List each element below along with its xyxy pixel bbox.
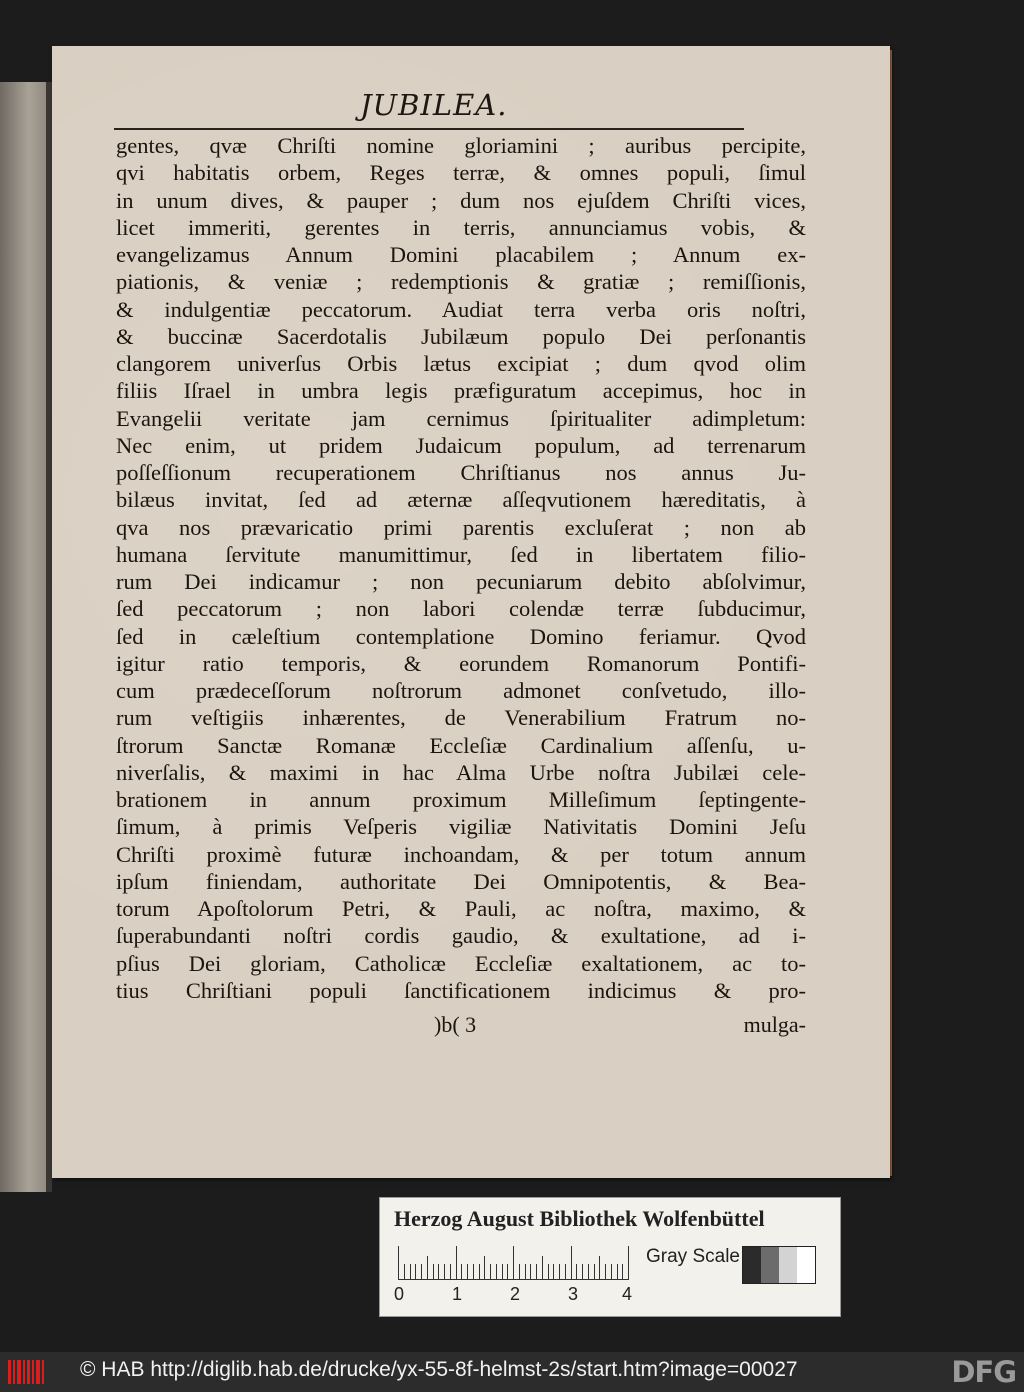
text-line: in unum dives, & pauper ; dum nos ejuſdem Chriſti vices,: [116, 187, 806, 213]
text-line: piationis, & veniæ ; redemptionis & gratiæ ; remiſſionis,: [116, 269, 806, 295]
barcode-bar: [13, 1360, 15, 1384]
text-line: filiis Iſrael in umbra legis præfiguratum accepimus, hoc in: [116, 378, 806, 404]
ruler-tick: [594, 1264, 595, 1280]
text-line: humana ſervitute manumittimur, ſed in libertatem filio-: [116, 541, 806, 567]
ruler-tick: [565, 1264, 566, 1280]
ruler-tick: [404, 1264, 405, 1280]
gray-swatch: [779, 1247, 797, 1283]
ruler-tick: [444, 1264, 445, 1280]
copyright-link[interactable]: © HAB http://diglib.hab.de/drucke/yx-55-8f-helmst-2s/start.htm?image=00027: [80, 1358, 798, 1381]
ruler-tick: [421, 1264, 422, 1280]
barcode-icon: [8, 1360, 44, 1384]
gray-scale-label: Gray Scale: [646, 1246, 740, 1267]
ruler-tick: [467, 1264, 468, 1280]
ruler-tick: [571, 1246, 572, 1280]
ruler-tick: [588, 1264, 589, 1280]
page-footer: [116, 1012, 806, 1042]
ruler: [398, 1244, 628, 1280]
ruler-tick: [530, 1264, 531, 1280]
gray-swatch: [797, 1247, 815, 1283]
ruler-tick: [502, 1264, 503, 1280]
text-line: licet immeriti, gerentes in terris, annunciamus vobis, &: [116, 214, 806, 240]
text-line: poſſeſſionum recuperationem Chriſtianus nos annus Ju-: [116, 460, 806, 485]
ruler-tick: [542, 1256, 543, 1280]
text-line: pſius Dei gloriam, Catholicæ Eccleſiæ exaltationem, ac to-: [116, 950, 806, 976]
barcode-bar: [17, 1360, 21, 1384]
ruler-number: 1: [452, 1284, 463, 1304]
ruler-tick: [599, 1256, 600, 1280]
ruler-number: 2: [510, 1284, 521, 1304]
ruler-number: 3: [568, 1284, 579, 1304]
gray-swatch: [743, 1247, 761, 1283]
book-page: [52, 46, 890, 1178]
text-line: & indulgentiæ peccatorum. Audiat terra verba oris noſtri,: [116, 296, 806, 322]
ruler-tick: [438, 1264, 439, 1280]
ruler-tick: [536, 1264, 537, 1280]
gray-scale-swatches: [742, 1246, 816, 1284]
text-line: Chriſti proximè futuræ inchoandam, & per totum annum: [116, 841, 806, 867]
text-line: cum prædeceſſorum noſtrorum admonet conſvetudo, illo-: [116, 678, 806, 703]
ruler-tick: [513, 1246, 514, 1280]
text-line: Evangelii veritate jam cernimus ſpiritualiter adimpletum:: [116, 405, 806, 431]
text-line: evangelizamus Annum Domini placabilem ; Annum ex-: [116, 242, 806, 267]
signature-mark: )b( 3: [434, 1012, 477, 1037]
ruler-tick: [398, 1246, 399, 1280]
ruler-tick: [548, 1264, 549, 1280]
ruler-tick: [461, 1264, 462, 1280]
ruler-tick: [456, 1246, 457, 1280]
barcode-bar: [36, 1360, 40, 1384]
text-line: rum veſtigiis inhærentes, de Venerabilium Fratrum no-: [116, 705, 806, 731]
ruler-tick: [479, 1264, 480, 1280]
ruler-tick: [496, 1264, 497, 1280]
ruler-tick: [628, 1246, 629, 1280]
ruler-tick: [553, 1264, 554, 1280]
text-line: gentes, qvæ Chriſti nomine gloriamini ; auribus percipite,: [116, 133, 806, 158]
ruler-number: 0: [394, 1284, 405, 1304]
text-line: brationem in annum proximum Milleſimum ſeptingente-: [116, 787, 806, 812]
gray-swatch: [761, 1247, 779, 1283]
ruler-tick: [427, 1256, 428, 1280]
library-name: Herzog August Bibliothek Wolfenbüttel: [394, 1206, 765, 1231]
ruler-tick: [582, 1264, 583, 1280]
viewer-footer-bar: [0, 1352, 1024, 1392]
text-line: rum Dei indicamur ; non pecuniarum debito abſolvimur,: [116, 569, 806, 594]
barcode-bar: [23, 1360, 25, 1384]
ruler-number: 4: [622, 1284, 633, 1304]
ruler-tick: [450, 1264, 451, 1280]
ruler-tick: [525, 1264, 526, 1280]
text-line: & buccinæ Sacerdotalis Jubilæum populo Dei perſonantis: [116, 323, 806, 349]
ruler-tick: [559, 1264, 560, 1280]
text-line: Nec enim, ut pridem Judaicum populum, ad terrenarum: [116, 432, 806, 458]
barcode-bar: [42, 1360, 44, 1384]
header-rule: [114, 84, 744, 130]
ruler-tick: [519, 1264, 520, 1280]
ruler-tick: [490, 1264, 491, 1280]
text-line: ſtrorum Sanctæ Romanæ Eccleſiæ Cardinalium aſſenſu, u-: [116, 732, 806, 758]
text-line: ſed in cæleſtium contemplatione Domino feriamur. Qvod: [116, 623, 806, 649]
ruler-tick: [473, 1264, 474, 1280]
ruler-tick: [410, 1264, 411, 1280]
ruler-tick: [622, 1264, 623, 1280]
text-line: ſuperabundanti noſtri cordis gaudio, & exultatione, ad i-: [116, 923, 806, 949]
text-line: niverſalis, & maximi in hac Alma Urbe noſtra Jubilæi cele-: [116, 759, 806, 785]
text-line: ſed peccatorum ; non labori colendæ terræ ſubducimur,: [116, 596, 806, 622]
text-line: qva nos prævaricatio primi parentis excluſerat ; non ab: [116, 514, 806, 540]
ruler-tick: [433, 1264, 434, 1280]
ruler-tick: [617, 1264, 618, 1280]
text-line: clangorem univerſus Orbis lætus excipiat ; dum qvod olim: [116, 351, 806, 376]
text-line: ipſum finiendam, authoritate Dei Omnipotentis, & Bea-: [116, 868, 806, 894]
text-line: igitur ratio temporis, & eorundem Romanorum Pontifi-: [116, 650, 806, 676]
text-line: qvi habitatis orbem, Reges terræ, & omnes populi, ſimul: [116, 160, 806, 186]
barcode-bar: [8, 1360, 11, 1384]
dfg-logo: DFG: [951, 1355, 1016, 1389]
text-line: bilæus invitat, ſed ad æternæ aſſeqvutionem hæreditatis, à: [116, 487, 806, 513]
ruler-tick: [611, 1264, 612, 1280]
ruler-tick: [605, 1264, 606, 1280]
text-line: tius Chriſtiani populi ſanctificationem indicimus & pro-: [116, 977, 806, 1003]
previous-page-edge: [0, 82, 52, 1192]
body-text: [116, 132, 806, 1004]
ruler-tick: [415, 1264, 416, 1280]
barcode-bar: [27, 1360, 30, 1384]
barcode-bar: [32, 1360, 34, 1384]
gray-scale-card: [379, 1197, 841, 1317]
text-line: ſimum, à primis Veſperis vigiliæ Nativitatis Domini Jeſu: [116, 814, 806, 840]
ruler-tick: [576, 1264, 577, 1280]
running-head: JUBILEA.: [360, 88, 508, 122]
text-line: torum Apoſtolorum Petri, & Pauli, ac noſtra, maximo, &: [116, 896, 806, 921]
ruler-tick: [507, 1264, 508, 1280]
ruler-tick: [484, 1256, 485, 1280]
catchword: mulga-: [743, 1012, 806, 1037]
